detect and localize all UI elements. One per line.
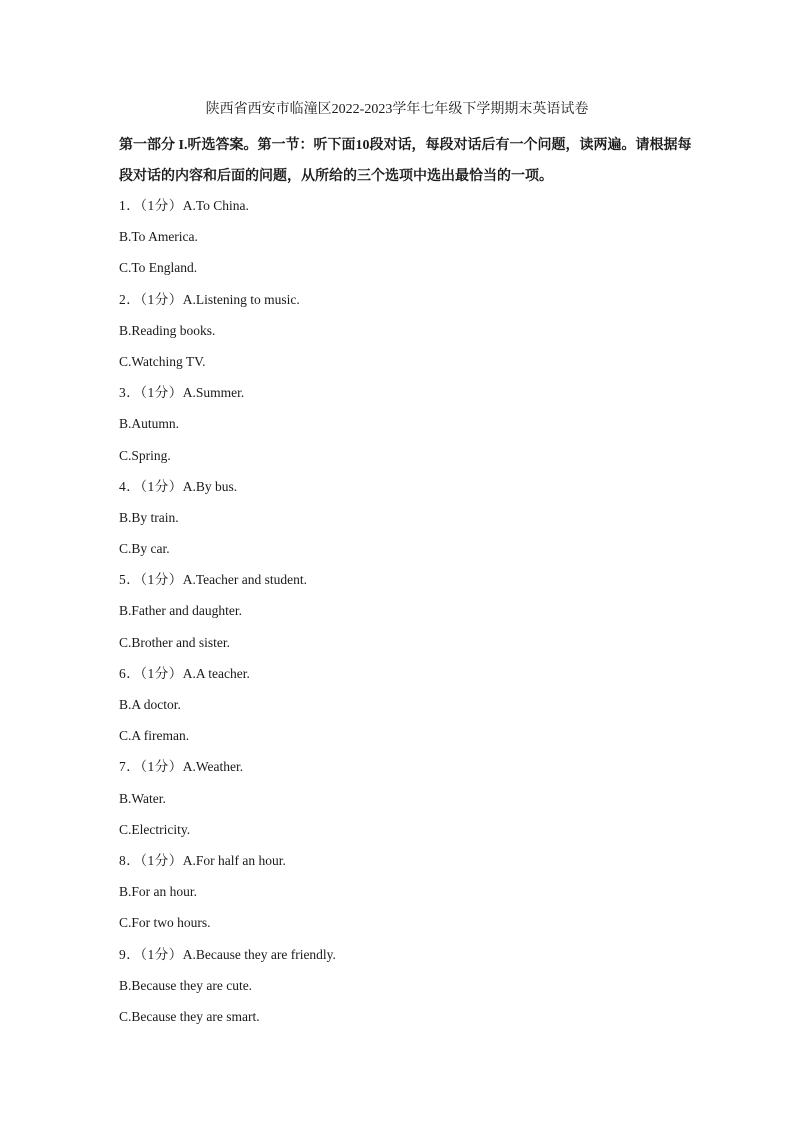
question-2-option-b: B.Reading books. xyxy=(119,322,216,338)
question-6-option-b: B.A doctor. xyxy=(119,697,181,712)
question-3-option-c: C.Spring. xyxy=(119,447,171,463)
option-text: A.A teacher. xyxy=(182,665,250,681)
question-5-option-c: C.Brother and sister. xyxy=(119,634,230,650)
question-number: 3．（1分） xyxy=(119,385,183,401)
option-text: A.To China. xyxy=(182,198,249,213)
question-9-option-a xyxy=(119,939,699,970)
option-text: A.By bus. xyxy=(182,478,238,494)
question-8-option-a xyxy=(119,845,699,876)
option-text: A.Teacher and student. xyxy=(182,572,308,588)
question-8-option-c: C.For two hours. xyxy=(119,915,211,931)
question-3-option-b: B.Autumn. xyxy=(119,416,180,432)
question-7-option-b: B.Water. xyxy=(119,790,166,806)
question-number: 4．（1分） xyxy=(119,478,183,494)
question-4-option-c: C.By car. xyxy=(119,541,170,557)
exam-title: 陕西省西安市临潼区2022-2023学年七年级下学期期末英语试卷 xyxy=(205,102,589,117)
option-text: A.For half an hour. xyxy=(182,852,286,868)
question-5-option-a xyxy=(119,564,699,595)
option-text: A.Summer. xyxy=(182,385,245,401)
section-instructions: 第一部分 I.听选答案。第一节：听下面10段对话，每段对话后有一个问题，读两遍。请根据每段对话的内容和后面的问题，从所给的三个选项中选出最恰当的一项。 xyxy=(119,138,692,184)
question-number: 8．（1分） xyxy=(119,852,183,868)
question-1-option-b: B.To America. xyxy=(119,229,198,245)
question-3-option-a xyxy=(119,377,699,408)
option-text: A.Weather. xyxy=(182,759,244,775)
question-2-option-c: C.Watching TV. xyxy=(119,353,206,369)
question-number: 5．（1分） xyxy=(119,572,183,588)
question-4-option-b: B.By train. xyxy=(119,509,179,525)
question-2-option-a xyxy=(119,284,699,315)
question-9-option-b: B.Because they are cute. xyxy=(119,977,253,993)
question-number: 1．（1分） xyxy=(119,198,183,213)
question-1-option-c: C.To England. xyxy=(119,260,198,276)
question-6-option-c: C.A fireman. xyxy=(119,728,190,744)
question-8-option-b: B.For an hour. xyxy=(119,884,198,900)
option-text: A.Because they are friendly. xyxy=(182,946,336,962)
question-number: 2．（1分） xyxy=(119,291,183,307)
question-9-option-c: C.Because they are smart. xyxy=(119,1008,260,1024)
question-6-option-a xyxy=(119,658,699,689)
question-7-option-c: C.Electricity. xyxy=(119,821,191,837)
question-4-option-a xyxy=(119,471,699,502)
question-5-option-b: B.Father and daughter. xyxy=(119,603,242,619)
option-text: A.Listening to music. xyxy=(182,291,300,307)
question-1-option-a xyxy=(119,190,699,221)
question-number: 7．（1分） xyxy=(119,759,183,775)
question-number: 9．（1分） xyxy=(119,946,183,962)
question-number: 6．（1分） xyxy=(119,665,183,681)
question-7-option-a xyxy=(119,751,699,782)
question-list xyxy=(119,190,699,1032)
